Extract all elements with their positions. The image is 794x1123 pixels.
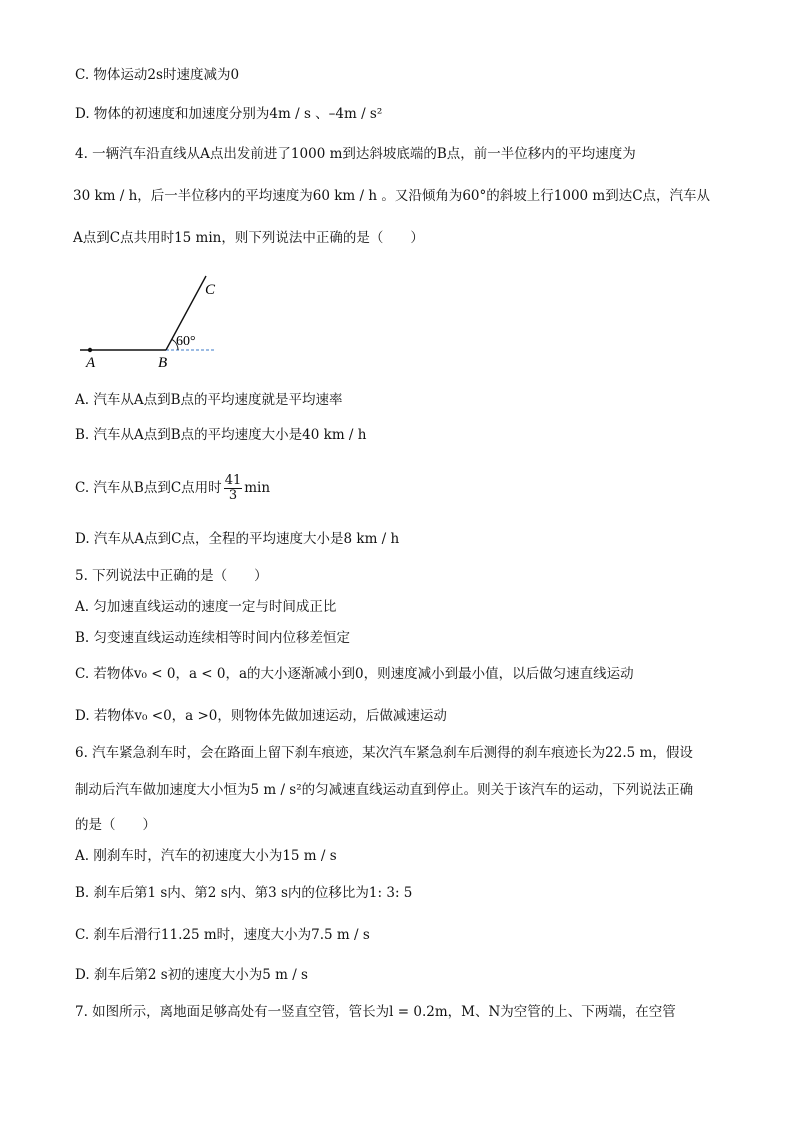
fraction-numerator: 41	[224, 473, 242, 488]
q4-option-d: D. 汽车从A点到C点，全程的平均速度大小是8 km / h	[75, 531, 400, 547]
q4-option-b: B. 汽车从A点到B点的平均速度大小是40 km / h	[75, 427, 367, 443]
q3-option-d: D. 物体的初速度和加速度分别为4m / s 、–4m / s²	[75, 106, 383, 122]
q4-stem-line2: 30 km / h，后一半位移内的平均速度为60 km / h 。又沿倾角为60°的斜坡上行1000 m到达C点，汽车从	[73, 188, 711, 204]
angle-label: 60°	[176, 334, 196, 349]
label-b: B	[158, 355, 168, 368]
slope-diagram	[78, 268, 228, 368]
label-c: C	[205, 282, 216, 298]
q6-option-c: C. 刹车后滑行11.25 m时，速度大小为7.5 m / s	[75, 927, 370, 943]
q4-option-c	[75, 468, 270, 508]
q6-stem-line2: 制动后汽车做加速度大小恒为5 m / s²的匀减速直线运动直到停止。则关于该汽车的运动，下列说法正确	[75, 782, 694, 798]
q4-option-c-prefix: C. 汽车从B点到C点用时	[75, 480, 222, 496]
q6-stem-line3: 的是（ ）	[75, 817, 156, 833]
q6-option-d: D. 刹车后第2 s初的速度大小为5 m / s	[75, 967, 308, 983]
q4-option-c-unit: min	[244, 480, 271, 496]
fraction-41-3	[224, 474, 243, 503]
q6-option-a: A. 刚刹车时，汽车的初速度大小为15 m / s	[75, 848, 337, 864]
q5-stem: 5. 下列说法中正确的是（ ）	[75, 568, 268, 584]
q7-stem-line1: 7. 如图所示，离地面足够高处有一竖直空管，管长为l = 0.2m，M、N为空管的上、下两端，在空管	[75, 1004, 676, 1020]
q5-option-d: D. 若物体v₀ <0，a >0，则物体先做加速运动，后做减速运动	[75, 708, 447, 724]
q4-stem-line1: 4. 一辆汽车沿直线从A点出发前进了1000 m到达斜坡底端的B点，前一半位移内的平均速度为	[75, 146, 636, 162]
q6-option-b: B. 刹车后第1 s内、第2 s内、第3 s内的位移比为1: 3: 5	[75, 885, 413, 901]
point-a	[88, 348, 92, 352]
fraction-denominator: 3	[228, 488, 238, 503]
q5-option-c: C. 若物体v₀ < 0，a < 0，a的大小逐渐减小到0，则速度减小到最小值，以后做匀速直线运动	[75, 666, 634, 682]
q3-option-c: C. 物体运动2s时速度减为0	[75, 67, 240, 83]
q5-option-b: B. 匀变速直线运动连续相等时间内位移差恒定	[75, 630, 351, 646]
q4-stem-line3: A点到C点共用时15 min，则下列说法中正确的是（ ）	[73, 230, 424, 246]
label-a: A	[86, 355, 96, 368]
q6-stem-line1: 6. 汽车紧急刹车时，会在路面上留下刹车痕迹，某次汽车紧急刹车后测得的刹车痕迹长为22.5 m，假设	[75, 745, 693, 761]
q4-option-a: A. 汽车从A点到B点的平均速度就是平均速率	[75, 392, 343, 408]
q5-option-a: A. 匀加速直线运动的速度一定与时间成正比	[75, 599, 337, 615]
